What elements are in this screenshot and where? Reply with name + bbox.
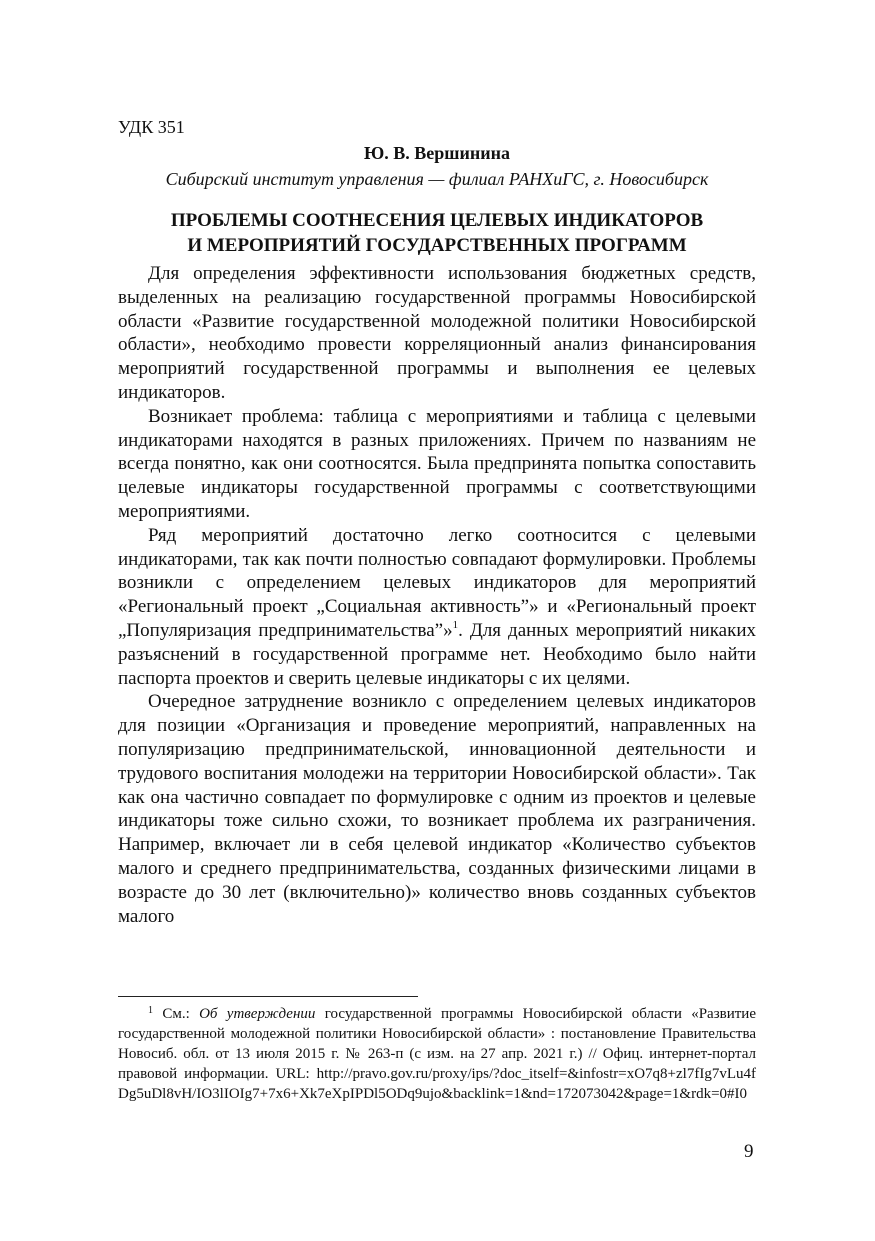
- author-name: Ю. В. Вершинина: [364, 143, 510, 163]
- page-number: 9: [744, 1141, 754, 1162]
- footnote-url-link[interactable]: http://pravo.gov.ru/proxy/ips/?doc_itself=&infostr=xO7q8+zl7fIg7vLu4fDg5uDl8vH/IO3lIOIg7+7x6+Xk7eXpIPDl5ODq9ujo&backlink=1&nd=172073042&page=1&rdk=0#I0: [118, 1066, 756, 1102]
- article-title-line-2: И МЕРОПРИЯТИЙ ГОСУДАРСТВЕННЫХ ПРОГРАММ: [187, 235, 687, 256]
- paragraph-1: Для определения эффективности использования бюджетных средств, выделенных на реализацию государственной программы Новосибирской области «Развитие государственной молодежной политики Новосибирской области», необходимо провести корреляционный анализ финансирования мероприятий государственной программы и выполнения ее целевых индикаторов.: [118, 263, 756, 403]
- footnote-prefix: См.:: [153, 1006, 200, 1022]
- article-body: [118, 262, 756, 928]
- paragraph-4: Очередное затруднение возникло с определением целевых индикаторов для позиции «Организация и проведение мероприятий, направленных на популяризацию предпринимательской, инновационной деятельности и трудового воспитания молодежи на территории Новосибирской области». Так как она частично совпадает по формулировке с одним из проектов и целевые индикаторы тоже сильно схожи, то возникает проблема их разграничения. Например, включает ли в себя целевой индикатор «Количество субъектов малого и среднего предпринимательства, созданных физическими лицами в возрасте до 30 лет (включительно)» количество вновь созданных субъектов малого: [118, 691, 756, 927]
- paragraph-3: [118, 524, 756, 691]
- footnote-reference[interactable]: 1: [452, 618, 459, 631]
- footnote-italic-title: Об утверждении: [199, 1006, 316, 1022]
- article: [118, 114, 756, 928]
- article-title: [118, 208, 756, 258]
- footnote-1: [118, 1004, 756, 1104]
- footnote-marker: 1: [148, 1005, 153, 1016]
- paragraph-3-text-start: Ряд мероприятий достаточно легко соотносится с целевыми индикаторами, так как почти полностью совпадают формулировки. Проблемы возникли с определением целевых индикаторов для мероприятий «Региональный проект „Социальная активность”» и «Региональный проект „Популяризация предпринимательства”»: [118, 524, 756, 641]
- article-title-line-1: ПРОБЛЕМЫ СООТНЕСЕНИЯ ЦЕЛЕВЫХ ИНДИКАТОРОВ: [170, 210, 704, 231]
- footnote-text: государственной программы Новосибирской области «Развитие государственной молодежной политики Новосибирской области» : постановление Правительства Новосиб. обл. от 13 июля 2015 г. № 263-п (с изм. на 27 апр. 2021 г.) // Офиц. интернет-портал правовой информации. URL:: [118, 1006, 756, 1082]
- author-affiliation: Сибирский институт управления — филиал РАНХиГС, г. Новосибирск: [165, 169, 709, 189]
- udk-code: УДК 351: [118, 117, 185, 137]
- paragraph-2: Возникает проблема: таблица с мероприятиями и таблица с целевыми индикаторами находятся в разных приложениях. Причем по названиям не всегда понятно, как они соотносятся. Была предпринята попытка сопоставить целевые индикаторы государственной программы с соответствующими мероприятиями.: [118, 405, 756, 522]
- paragraph-3-text-end: . Для данных мероприятий никаких разъяснений в государственной программе нет. Необходимо было найти паспорта проектов и сверить целевые индикаторы с их целями.: [118, 619, 757, 689]
- footnote-divider: [118, 996, 418, 997]
